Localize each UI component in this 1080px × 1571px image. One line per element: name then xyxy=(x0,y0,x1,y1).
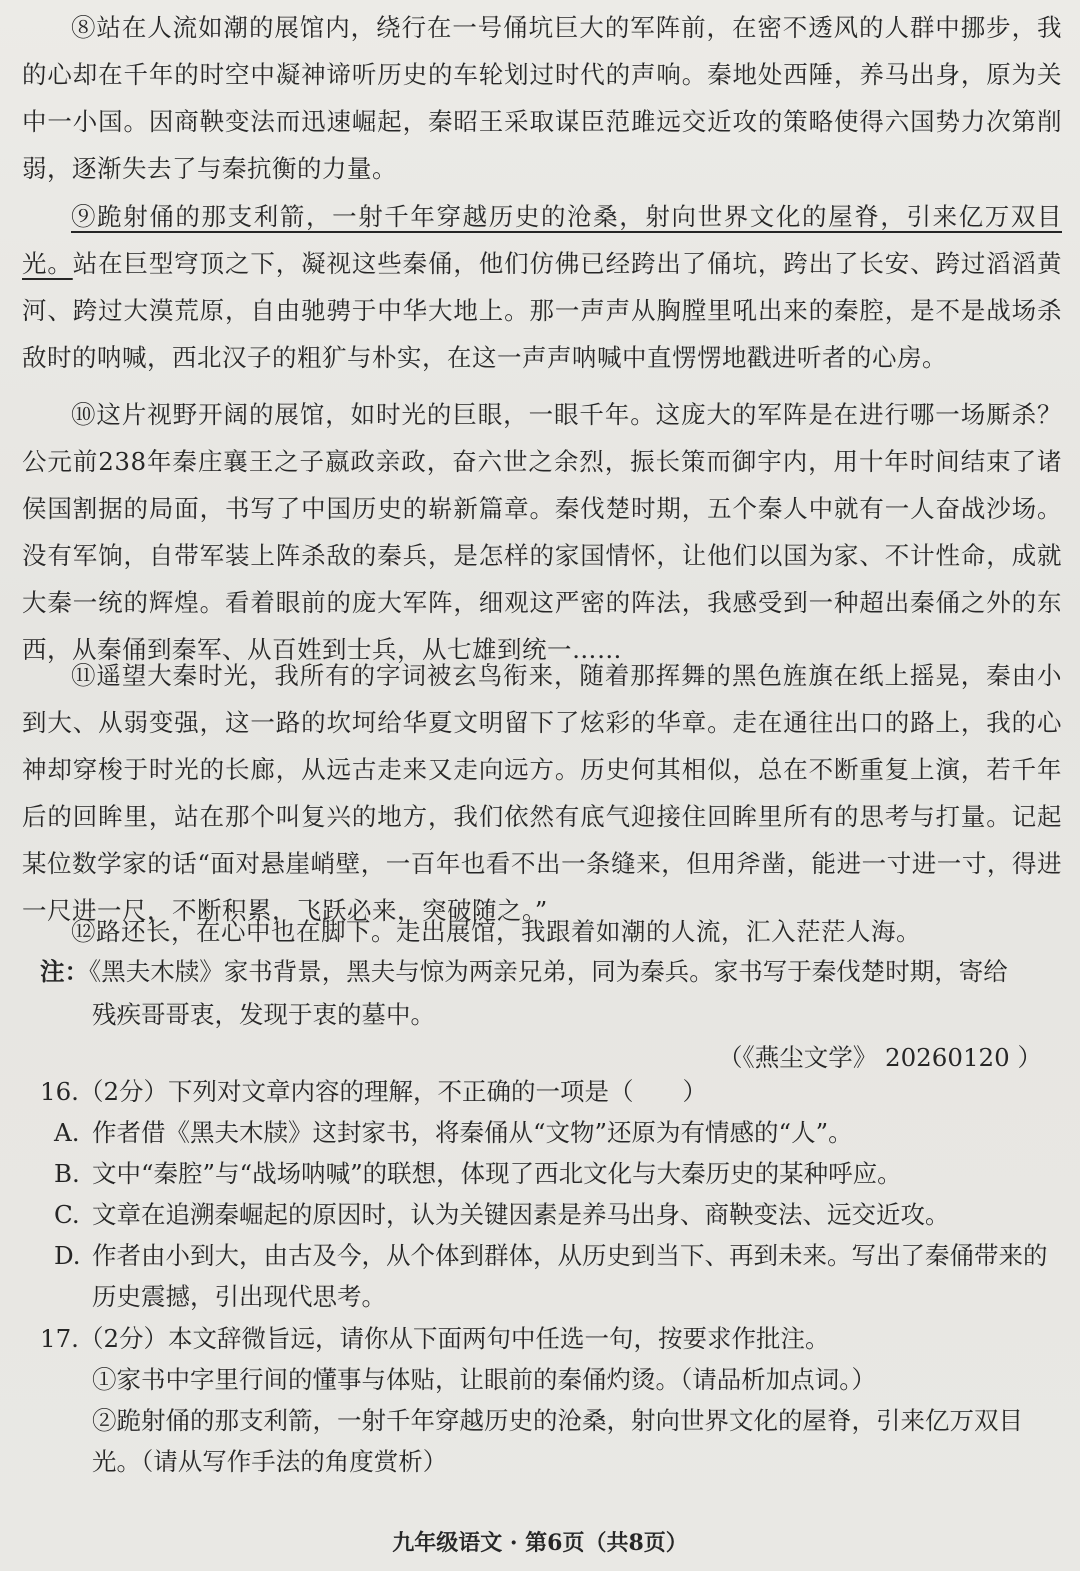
question-16-stem: 16.（2分）下列对文章内容的理解，不正确的一项是（ ） xyxy=(40,1077,708,1106)
note-line-1: 《黑夫木牍》家书背景，黑夫与惊为两亲兄弟，同为秦兵。家书写于秦伐楚时期，寄给 xyxy=(89,957,1008,986)
paragraph-9 xyxy=(22,193,1062,381)
option-a xyxy=(40,1112,1070,1153)
question-17 xyxy=(40,1318,1070,1482)
option-b xyxy=(40,1153,1070,1194)
option-d-text: 作者由小到大，由古及今，从个体到群体，从历史到当下、再到未来。写出了秦俑带来的历史震撼，引出现代思考。 xyxy=(92,1241,1048,1311)
source-citation: （《燕尘文学》 20260120 ） xyxy=(717,1043,1042,1072)
option-a-text: 作者借《黑夫木牍》这封家书，将秦俑从“文物”还原为有情感的“人”。 xyxy=(92,1118,853,1147)
paragraph-8: ⑧站在人流如潮的展馆内，绕行在一号俑坑巨大的军阵前，在密不透风的人群中挪步，我的心却在千年的时空中凝神谛听历史的车轮划过时代的声响。秦地处西陲，养马出身，原为关中一小国。因商鞅变法而迅速崛起，秦昭王采取谋臣范雎远交近攻的策略使得六国势力次第削弱，逐渐失去了与秦抗衡的力量。 xyxy=(22,13,1062,183)
question-17-item-1: ①家书中字里行间的懂事与体贴，让眼前的秦俑灼烫。（请品析加点词。） xyxy=(92,1365,876,1394)
option-d-label: D. xyxy=(54,1241,81,1270)
option-b-label: B. xyxy=(54,1159,80,1188)
note-head: 注： xyxy=(40,957,89,986)
paragraph-12: ⑫路还长，在心中也在脚下。走出展馆，我跟着如潮的人流，汇入茫茫人海。 xyxy=(71,917,921,946)
question-17-item-2: ②跪射俑的那支利箭，一射千年穿越历史的沧桑，射向世界文化的屋脊，引来亿万双目光。（请从写作手法的角度赏析） xyxy=(92,1406,1023,1476)
option-c xyxy=(40,1194,1070,1235)
question-16 xyxy=(40,1071,1070,1317)
note-line-2: 残疾哥哥衷，发现于衷的墓中。 xyxy=(92,1000,435,1029)
paragraph-9-rest: 站在巨型穹顶之下，凝视这些秦俑，他们仿佛已经跨出了俑坑，跨出了长安、跨过滔滔黄河、跨过大漠荒原，自由驰骋于中华大地上。那一声声从胸膛里吼出来的秦腔，是不是战场杀敌时的呐喊，西北汉子的粗犷与朴实，在这一声声呐喊中直愣愣地戳进听者的心房。 xyxy=(22,249,1062,372)
option-d xyxy=(40,1235,1070,1317)
underlined-sentence: ⑨跪射俑的那支利箭，一射千年穿越历史的沧桑，射向世界文化的屋脊，引来亿万双目光。 xyxy=(22,202,1062,278)
page-footer: 九年级语文 · 第6页（共8页） xyxy=(392,1530,688,1556)
paragraph-10: ⑩这片视野开阔的展馆，如时光的巨眼，一眼千年。这庞大的军阵是在进行哪一场厮杀？公元前238年秦庄襄王之子嬴政亲政，奋六世之余烈，振长策而御宇内，用十年时间结束了诸侯国割据的局面，书写了中国历史的崭新篇章。秦伐楚时期，五个秦人中就有一人奋战沙场。没有军饷，自带军装上阵杀敌的秦兵，是怎样的家国情怀，让他们以国为家、不计性命，成就大秦一统的辉煌。看着眼前的庞大军阵，细观这严密的阵法，我感受到一种超出秦俑之外的东西，从秦俑到秦军、从百姓到士兵，从七雄到统一…… xyxy=(22,400,1062,664)
option-a-label: A. xyxy=(54,1118,80,1147)
option-c-text: 文章在追溯秦崛起的原因时，认为关键因素是养马出身、商鞅变法、远交近攻。 xyxy=(92,1200,950,1229)
paragraph-11: ⑪遥望大秦时光，我所有的字词被玄鸟衔来，随着那挥舞的黑色旌旗在纸上摇晃，秦由小到大、从弱变强，这一路的坎坷给华夏文明留下了炫彩的华章。走在通往出口的路上，我的心神却穿梭于时光的长廊，从远古走来又走向远方。历史何其相似，总在不断重复上演，若千年后的回眸里，站在那个叫复兴的地方，我们依然有底气迎接住回眸里所有的思考与打量。记起某位数学家的话“面对悬崖峭壁，一百年也看不出一条缝来，但用斧凿，能进一寸进一寸，得进一尺进一尺，不断积累，飞跃必来，突破随之。” xyxy=(22,661,1062,925)
option-b-text: 文中“秦腔”与“战场呐喊”的联想，体现了西北文化与大秦历史的某种呼应。 xyxy=(92,1159,902,1188)
option-c-label: C. xyxy=(54,1200,80,1229)
question-17-stem: 17.（2分）本文辞微旨远，请你从下面两句中任选一句，按要求作批注。 xyxy=(40,1324,830,1353)
footnote xyxy=(40,950,1060,1036)
